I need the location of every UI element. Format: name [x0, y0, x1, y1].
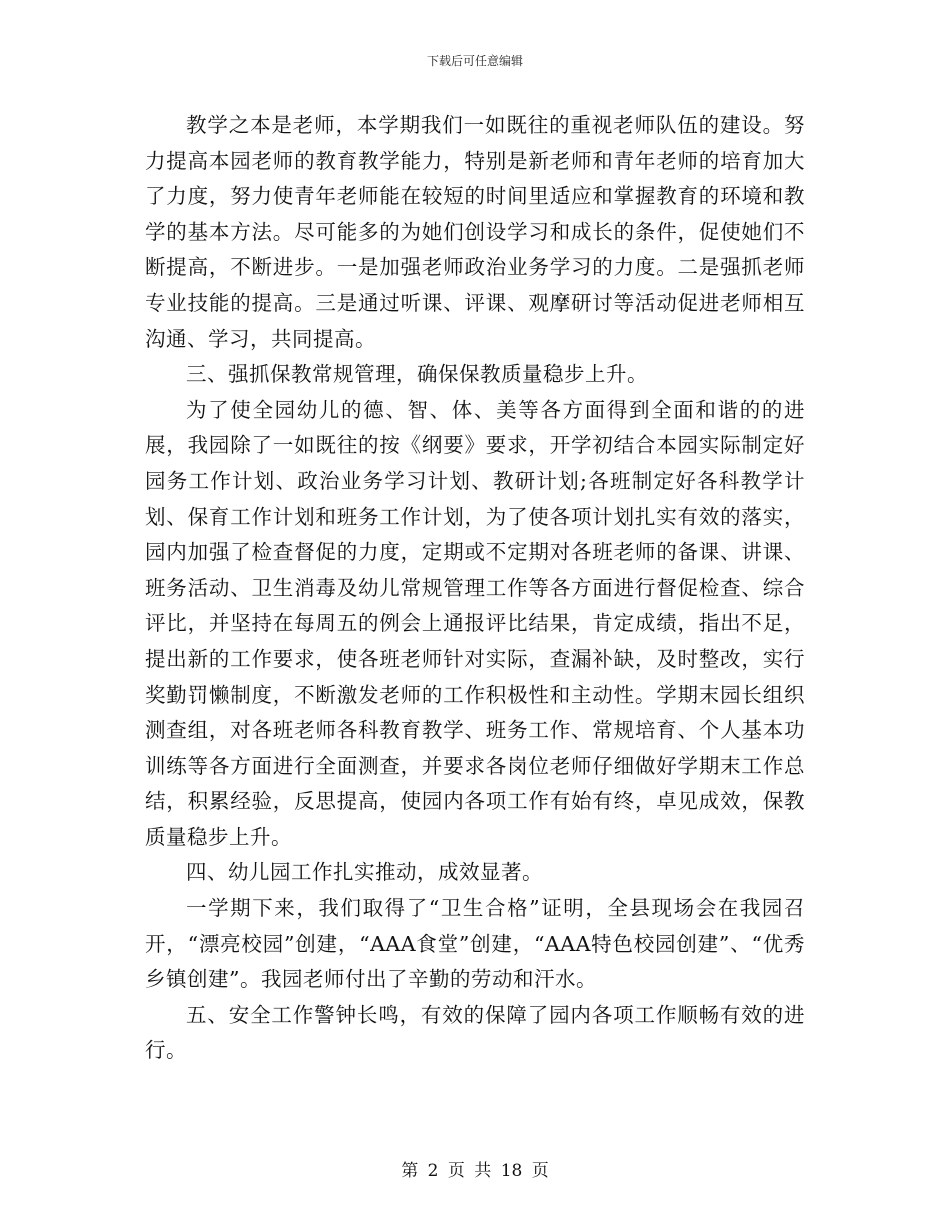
paragraph-achievements: 一学期下来，我们取得了“卫生合格”证明，全县现场会在我园召开，“漂亮校园”创建，“AAA食堂”创建，“AAA特色校园创建”、“优秀乡镇创建”。我园老师付出了辛勤的劳动和汗水。 — [145, 896, 805, 992]
document-body — [145, 108, 805, 1069]
paragraph-teacher-team: 教学之本是老师，本学期我们一如既往的重视老师队伍的建设。努力提高本园老师的教育教学能力，特别是新老师和青年老师的培育加大了力度，努力使青年老师能在较短的时间里适应和掌握教育的环境和教学的基本方法。尽可能多的为她们创设学习和成长的条件，促使她们不断提高，不断进步。一是加强老师政治业务学习的力度。二是强抓老师专业技能的提高。三是通过听课、评课、观摩研讨等活动促进老师相互沟通、学习，共同提高。 — [145, 113, 805, 351]
page-header: 下载后可任意编辑 — [426, 54, 523, 68]
section-heading-five: 五、安全工作警钟长鸣，有效的保障了园内各项工作顺畅有效的进行。 — [145, 1002, 805, 1063]
page-number: 第 2 页 共 18 页 — [401, 1161, 549, 1181]
section-heading-four: 四、幼儿园工作扎实推动，成效显著。 — [186, 860, 543, 885]
paragraph-routine-management: 为了使全园幼儿的德、智、体、美等各方面得到全面和谐的的进展，我园除了一如既往的按《纲要》要求，开学初结合本园实际制定好园务工作计划、政治业务学习计划、教研计划;各班制定好各科教学计划、保育工作计划和班务工作计划，为了使各项计划扎实有效的落实，园内加强了检查督促的力度，定期或不定期对各班老师的备课、讲课、班务活动、卫生消毒及幼儿常规管理工作等各方面进行督促检查、综合评比，并坚持在每周五的例会上通报评比结果，肯定成绩，指出不足，提出新的工作要求，使各班老师针对实际，查漏补缺，及时整改，实行奖勤罚懒制度，不断激发老师的工作积极性和主动性。学期末园长组织测查组，对各班老师各科教育教学、班务工作、常规培育、个人基本功训练等各方面进行全面测查，并要求各岗位老师仔细做好学期末工作总结，积累经验，反思提高，使园内各项工作有始有终，卓见成效，保教质量稳步上升。 — [145, 397, 805, 849]
section-heading-three: 三、强抓保教常规管理，确保保教质量稳步上升。 — [186, 362, 648, 387]
